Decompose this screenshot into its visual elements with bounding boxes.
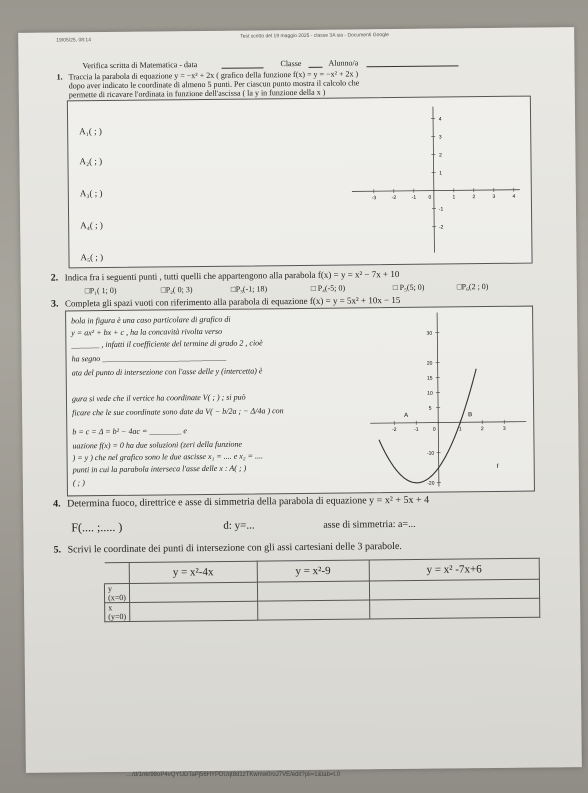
date-blank — [222, 67, 264, 68]
graph3-x-tick-label: 2 — [480, 426, 484, 433]
q4-focus: F(.... ;..... ) — [71, 519, 123, 535]
graph1-y-axis — [433, 107, 435, 253]
q3-line-7: ficare che le sue coordinate sono date da V( − b/2a ; − Δ/4a ) con — [72, 406, 284, 418]
graph1-y-tick-label: 1 — [439, 170, 443, 177]
q2-option-p2[interactable]: □P₂( 0; 3) — [160, 285, 193, 295]
q2-option-p3[interactable]: □P₃(-1; 18) — [230, 284, 268, 294]
q5-cell[interactable] — [369, 579, 540, 600]
point-b-label: B — [468, 412, 473, 419]
q1-empty-graph — [351, 104, 523, 256]
q3-line-4: ha segno _______________________________ — [71, 352, 227, 364]
graph1-x-tick-label: -3 — [371, 195, 377, 202]
graph3-x-tick-label: 0 — [432, 426, 436, 433]
q3-line-3: _______ , infatti il coefficiente del termine di grado 2 , cioè — [71, 338, 263, 350]
student-label: Alunno/a — [328, 58, 359, 68]
q4-directrix: d: y=... — [223, 519, 255, 532]
print-date: 19/05/25, 08:14 — [56, 37, 92, 44]
graph1-x-axis — [352, 190, 520, 192]
q2-option-p6[interactable]: □P₆(2 ; 0) — [456, 282, 489, 292]
q5-cell[interactable] — [257, 581, 369, 601]
q1-text-line3: permette di ricavare l'ordinata in funzione dell'ascissa ( la y in funzione della x ) — [68, 87, 326, 100]
q5-cell[interactable] — [257, 600, 369, 620]
graph1-x-tick-label: -1 — [411, 194, 417, 201]
graph1-y-tick-label: 2 — [439, 152, 442, 159]
footer-url: …/d/1nkr98oP4vQYfJDTaPj56HYPDUqt8d1zTKwmw0roJ7VE/edit?pli=1&tab=t.0 — [126, 772, 341, 778]
graph1-y-tick-label: -1 — [438, 206, 444, 213]
q5-cell[interactable] — [129, 582, 257, 602]
curve-f-label: f — [496, 463, 499, 470]
q5-col-2: y = x²-9 — [257, 560, 369, 582]
q3-line-10: ) = y ) che nel grafico sono le due ascisse x₁ = .... e x₂ = .... — [72, 451, 264, 463]
q5-number: 5. — [53, 544, 62, 556]
graph3-y-tick-label: 5 — [428, 405, 432, 412]
graph1-x-tick-label: -2 — [391, 194, 397, 202]
graph3-y-axis — [437, 313, 439, 487]
parabola-curve — [378, 369, 477, 483]
q3-line-6: gura si vede che il vertice ha coordinate V( ; ) ; si può — [71, 392, 246, 404]
q1-text-line1: Traccia la parabola di equazione y = −x² + 2x ( grafico della funzione f(x) = y = −x² + 2x ) — [68, 69, 359, 82]
q3-line-2: y = ax² + bx + c , ha la concavità rivolta verso — [71, 326, 223, 338]
q3-line-12: ( ; ) — [72, 478, 85, 488]
q2-number: 2. — [50, 272, 59, 284]
class-blank — [309, 67, 323, 68]
graph1-y-tick-label: 3 — [438, 134, 442, 141]
graph3-y-tick-label: 20 — [426, 360, 433, 367]
q3-line-5: ata del punto di intersezione con l'asse delle y (intercetta) è — [71, 366, 263, 378]
q3-parabola-graph — [367, 310, 529, 490]
graph3-x-tick-label: -1 — [414, 426, 419, 433]
student-blank — [367, 65, 459, 67]
q1-point-a5: A₅( ; ) — [80, 252, 104, 263]
point-a-label: A — [404, 412, 409, 419]
test-title: Verifica scritta di Matematica - data — [82, 60, 198, 71]
graph1-y-tick-label: 4 — [438, 116, 442, 123]
graph3-x-tick-label: 3 — [502, 425, 506, 432]
q1-point-a3: A₃( ; ) — [79, 188, 103, 199]
graph3-x-tick-label: 1 — [458, 426, 462, 433]
graph1-x-tick-label: 2 — [472, 194, 476, 201]
graph1-x-tick-label: 0 — [428, 194, 432, 201]
q1-point-a2: A₂( ; ) — [79, 156, 103, 167]
graph3-y-tick-label: -10 — [426, 450, 435, 457]
print-title: Test scritto del 19 maggio 2025 - classe 3A sia - Documenti Google — [240, 32, 389, 40]
q1-number: 1. — [56, 72, 63, 82]
q4-axis: asse di simmetria: a=... — [323, 518, 416, 531]
q3-line-11: punti in cui la parabola interseca l'asse delle x : A( ; ) — [72, 463, 247, 475]
q2-option-p1[interactable]: □P₁( 1; 0) — [84, 285, 117, 296]
q3-line-1: bola in figura è una caso particolare di grafico di — [71, 314, 231, 326]
graph3-y-tick-label: -20 — [427, 480, 435, 487]
graph3-x-axis — [370, 422, 526, 424]
q4-text: Determina fuoco, direttrice e asse di simmetria della parabola di equazione y = x² + 5x + 4 — [67, 494, 430, 510]
q1-point-a4: A₄( ; ) — [80, 220, 103, 231]
graph3-y-tick-label: 10 — [427, 390, 433, 397]
q3-number: 3. — [50, 298, 59, 310]
worksheet-page — [18, 27, 582, 773]
graph1-y-tick-label: -2 — [438, 224, 444, 231]
class-label: Classe — [280, 58, 302, 69]
graph3-x-tick-label: -2 — [392, 426, 397, 434]
graph1-x-tick-label: 4 — [512, 193, 516, 200]
q5-text: Scrivi le coordinate dei punti di intersezione con gli assi cartesiani delle 3 parabole. — [67, 540, 402, 556]
graph1-x-tick-label: 1 — [452, 194, 456, 201]
q4-number: 4. — [53, 498, 61, 510]
q5-table — [104, 558, 541, 623]
q5-cell[interactable] — [129, 601, 257, 621]
graph3-y-tick-label: 30 — [426, 330, 433, 337]
graph3-y-tick-label: 15 — [426, 375, 433, 382]
q3-line-8: b = c = Δ = b² − 4ac = ________ e — [72, 426, 187, 437]
q2-option-p5[interactable]: □ P₅(5; 0) — [392, 282, 425, 293]
q5-col-1: y = x²-4x — [129, 561, 257, 583]
q2-text: Indica fra i seguenti punti , tutti quelli che appartengono alla parabola f(x) = y = x² − 7x + 10 — [64, 268, 400, 283]
q5-row-y: y (x=0) — [104, 584, 129, 603]
q5-cell[interactable] — [369, 598, 540, 619]
q3-text: Completa gli spazi vuoti con riferimento alla parabola di equazione f(x) = y = 5x² + 10x − 15 — [64, 294, 401, 309]
q1-text-line2: dopo aver indicato le coordinate di almeno 5 punti. Per ciascun punto mostra il calcolo che — [68, 78, 360, 91]
q5-row-x: x (y=0) — [105, 603, 130, 622]
q2-option-p4[interactable]: □ P₄(-5; 0) — [310, 283, 346, 293]
graph1-x-tick-label: 3 — [492, 193, 496, 200]
q5-col-3: y = x² -7x+6 — [369, 558, 540, 581]
q3-line-9: uazione f(x) = 0 ha due soluzioni (zeri della funzione — [72, 439, 243, 451]
q1-point-a1: A₁( ; ) — [79, 126, 102, 137]
